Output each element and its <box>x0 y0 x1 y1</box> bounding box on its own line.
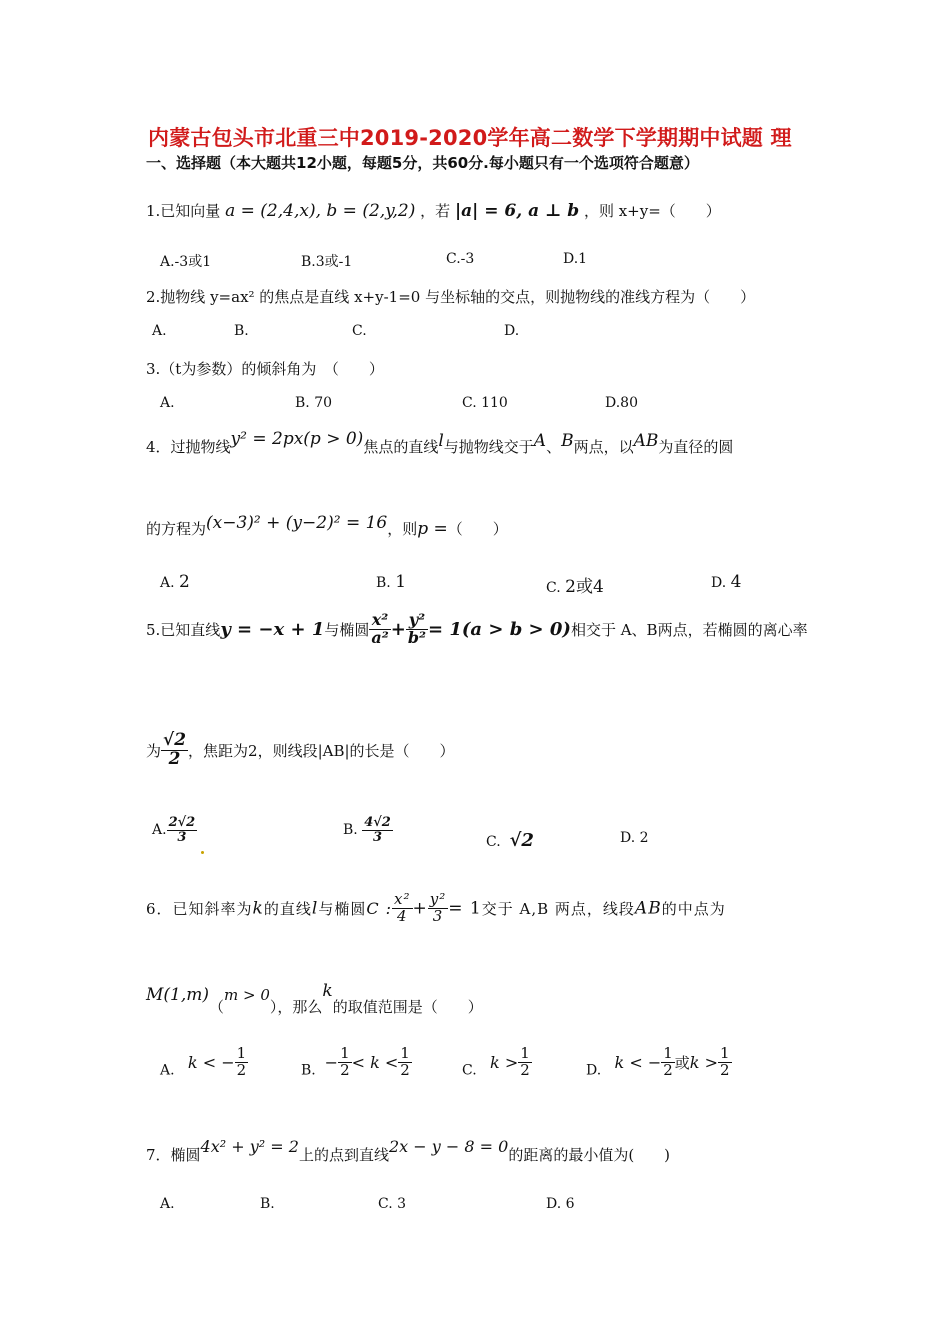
q7-text-a: 上的点到直线 <box>298 1146 389 1164</box>
question-2: 2.抛物线 y=ax² 的焦点是直线 x+y-1=0 与坐标轴的交点，则抛物线的准线方程为（ ） <box>146 288 756 306</box>
q6-line2-then: ），那么 <box>269 998 323 1016</box>
question-1-prefix: 1.已知向量 <box>146 202 221 220</box>
q6-k: k <box>252 898 264 919</box>
question-1-vectors: a = (2,4,x), b = (2,y,2) <box>225 201 416 221</box>
q4-line2-suffix: （ ） <box>447 520 508 538</box>
question-1-suffix: ，则 x+y=（ ） <box>583 202 721 220</box>
q6-option-a: A. k < − $\frac{1}{2}$ <box>160 1044 247 1079</box>
q3-option-a: A. <box>160 395 175 411</box>
q4-p: p = <box>417 519 448 539</box>
q4-line2-then: ，则 <box>387 520 418 538</box>
q4-option-b: B. 1 <box>376 572 407 592</box>
q6-text-d: 的中点为 <box>661 899 726 918</box>
q6-l: l <box>311 898 319 919</box>
q5-text-a: 与椭圆 <box>324 620 370 639</box>
q4-option-d: D. 4 <box>711 572 742 592</box>
q5-eccentricity: $\frac{√2}{2}$ <box>163 730 187 769</box>
question-4 <box>146 429 734 457</box>
q6-text-a: 的直线 <box>263 899 312 918</box>
question-1-condition: |a| = 6, a ⊥ b <box>454 201 580 221</box>
q5-line2-prefix: 为 <box>146 741 162 760</box>
q7-suffix: 的距离的最小值为( ) <box>508 1146 671 1164</box>
q6-fraction-y: $\frac{\text{y²}}{3}$ <box>429 890 447 925</box>
q6-ab: AB <box>634 898 662 919</box>
q3-option-c: C. 110 <box>462 395 508 411</box>
q2-option-c: C. <box>352 323 367 339</box>
q4-option-c: C. 2或4 <box>546 577 604 597</box>
q4-prefix: 4．过抛物线 <box>146 438 231 456</box>
q4-text-d: 两点，以 <box>573 438 634 456</box>
q7-option-c: C. 3 <box>378 1196 407 1212</box>
q7-option-a: A. <box>160 1196 175 1212</box>
q6-option-d: D. k < − $\frac{1}{2}$ 或k > $\frac{1}{2}$ <box>586 1044 730 1079</box>
q6-m-condition: m > 0 <box>224 986 270 1004</box>
q4-circle-equation: (x−3)² + (y−2)² = 16 <box>206 513 388 533</box>
stray-mark <box>201 851 204 854</box>
q6-k-range: k <box>322 981 333 1001</box>
q4-point-a: A <box>533 431 547 451</box>
q1-option-d: D.1 <box>563 251 588 267</box>
q2-option-b: B. <box>234 323 249 339</box>
q7-prefix: 7．椭圆 <box>146 1146 201 1164</box>
q5-line: y = −x + 1 <box>220 618 325 640</box>
q5-line2-suffix: ，焦距为2，则线段|AB|的长是（ ） <box>188 741 455 760</box>
q4-text-e: 为直径的圆 <box>658 438 734 456</box>
question-1 <box>146 200 721 221</box>
q3-option-d: D.80 <box>605 395 638 411</box>
q7-option-d: D. 6 <box>546 1196 575 1212</box>
q5-fraction-x: $\frac{\text{x²}}{\text{a²}}$ <box>371 610 389 647</box>
q4-text-b: 与抛物线交于 <box>443 438 534 456</box>
q2-option-d: D. <box>504 323 520 339</box>
question-7 <box>146 1136 671 1164</box>
q4-point-b: B <box>561 431 574 451</box>
q4-parabola: y² = 2px(p > 0) <box>230 429 364 449</box>
question-6: 6．已知斜率为k的直线l与椭圆C : $\frac{\text{x²}}{4}$ + $\frac{\text{y²}}{3}$ = 1交于 A,B 两点，线段AB的中点为 <box>146 890 726 925</box>
q4-segment-ab: AB <box>633 431 659 451</box>
q6-line2-open: （ <box>209 998 225 1016</box>
q3-option-b: B. 70 <box>295 395 333 411</box>
q1-option-b: B.3或-1 <box>301 254 353 270</box>
q6-option-c: C. k > $\frac{1}{2}$ <box>462 1044 530 1079</box>
q4-line-l: l <box>438 431 444 451</box>
q6-midpoint: M(1,m) <box>146 985 210 1005</box>
q6-text-c: 交于 A,B 两点，线段 <box>481 899 635 918</box>
question-6-line-2 <box>146 981 483 1016</box>
q6-option-b: B. − $\frac{1}{2}$ < k < $\frac{1}{2}$ <box>301 1044 410 1079</box>
q6-text-b: 与椭圆 <box>318 899 367 918</box>
q5-option-d: D. 2 <box>620 830 649 846</box>
q5-ellipse-condition: = 1(a > b > 0) <box>428 618 571 640</box>
q7-line: 2x − y − 8 = 0 <box>388 1137 509 1156</box>
q5-option-a: A. $\frac{2√2}{3}$ <box>152 815 196 845</box>
question-1-if: ，若 <box>420 202 451 220</box>
q1-option-c: C.-3 <box>446 251 475 267</box>
section-heading: 一、选择题（本大题共12小题，每题5分，共60分.每小题只有一个选项符合题意） <box>146 154 699 172</box>
q5-prefix: 5.已知直线 <box>146 620 221 639</box>
q4-text-a: 焦点的直线 <box>363 438 439 456</box>
q5-option-b: B. $\frac{4√2}{3}$ <box>343 815 391 845</box>
q6-line2-suffix: 的取值范围是（ ） <box>332 998 483 1016</box>
q4-option-a: A. 2 <box>160 572 190 592</box>
question-5-line-2 <box>146 732 455 769</box>
page-title: 内蒙古包头市北重三中2019-2020学年高二数学下学期期中试题 理 <box>148 126 792 150</box>
q5-fraction-y: $\frac{\text{y²}}{\text{b²}}$ <box>407 610 427 647</box>
q1-option-a: A.-3或1 <box>160 254 212 270</box>
q7-option-b: B. <box>260 1196 275 1212</box>
q5-text-b: 相交于 A、B两点，若椭圆的离心率 <box>570 620 808 639</box>
question-5: 5.已知直线y = −x + 1与椭圆 $\frac{\text{x²}}{\text{a²}}$ + $\frac{\text{y²}}{\text{b²}}$ = 1(a > b > 0)相交于 A、B两点，若椭圆的离心率 <box>146 610 808 647</box>
q6-fraction-x: $\frac{\text{x²}}{4}$ <box>394 890 411 925</box>
q2-option-a: A. <box>152 323 167 339</box>
q4-line2-prefix: 的方程为 <box>146 520 207 538</box>
question-3: 3.（t为参数）的倾斜角为 （ ） <box>146 360 384 378</box>
q6-c: C : <box>366 898 393 918</box>
q4-text-c: 、 <box>546 438 562 456</box>
q5-option-c: C. √2 <box>486 830 534 851</box>
question-4-line-2 <box>146 513 508 539</box>
q6-equals-one: = 1 <box>448 898 482 919</box>
q7-ellipse: 4x² + y² = 2 <box>200 1137 299 1156</box>
q6-prefix: 6．已知斜率为 <box>146 899 253 918</box>
